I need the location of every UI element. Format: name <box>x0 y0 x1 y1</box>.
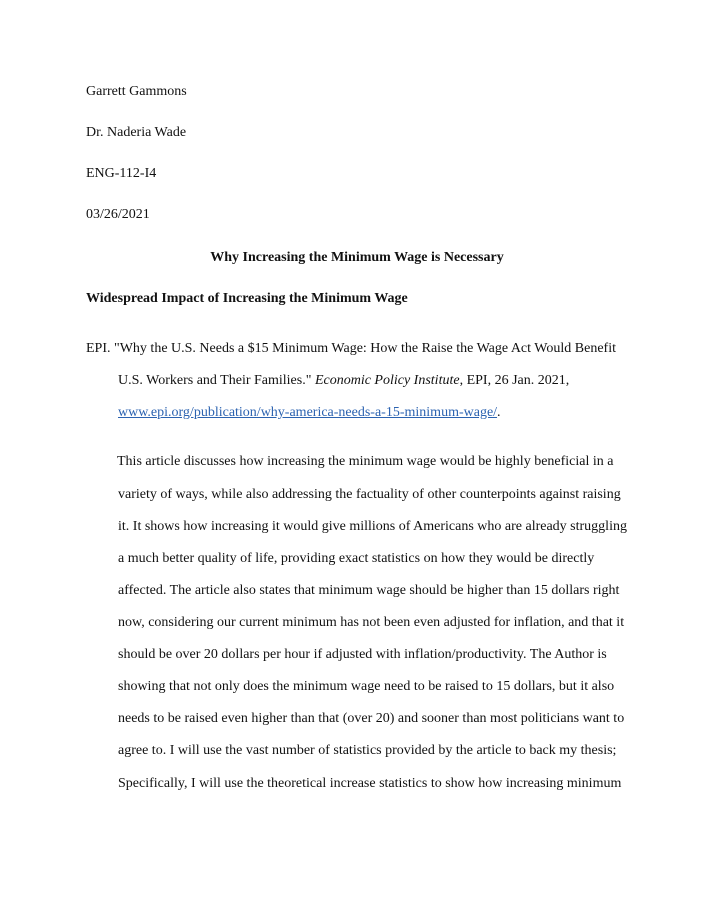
citation-line-2 <box>118 372 569 390</box>
annotation-line: showing that not only does the minimum wage need to be raised to 15 dollars, but it also <box>118 679 615 694</box>
citation-line-1: EPI. "Why the U.S. Needs a $15 Minimum Wage: How the Raise the Wage Act Would Benefit <box>86 341 616 356</box>
citation-url-period: . <box>497 405 501 420</box>
paper-title: Why Increasing the Minimum Wage is Necessary <box>210 250 504 265</box>
annotation-line: it. It shows how increasing it would give millions of Americans who are already struggling <box>118 519 627 534</box>
annotation-line: should be over 20 dollars per hour if adjusted with inflation/productivity. The Author is <box>118 647 607 662</box>
annotation-line: Specifically, I will use the theoretical increase statistics to show how increasing minimum <box>118 776 622 791</box>
annotation-line: This article discusses how increasing the minimum wage would be highly beneficial in a <box>117 454 614 469</box>
citation-url-link[interactable]: www.epi.org/publication/why-america-needs-a-15-minimum-wage/ <box>118 405 498 420</box>
annotation-line: agree to. I will use the vast number of statistics provided by the article to back my thesis; <box>118 743 617 758</box>
annotation-line: a much better quality of life, providing exact statistics on how they would be directly <box>118 551 595 566</box>
annotation-line: affected. The article also states that minimum wage should be higher than 15 dollars right <box>118 583 620 598</box>
annotation-line: needs to be raised even higher than that (over 20) and sooner than most politicians want to <box>118 711 625 726</box>
annotation-line: variety of ways, while also addressing the factuality of other counterpoints against raising <box>118 487 621 502</box>
section-heading: Widespread Impact of Increasing the Minimum Wage <box>86 291 408 306</box>
citation-text: U.S. Workers and Their Families." <box>118 373 315 388</box>
citation-line-3 <box>118 404 501 422</box>
citation-source-title: Economic Policy Institute <box>314 373 460 388</box>
date: 03/26/2021 <box>86 207 150 222</box>
citation-date: , EPI, 26 Jan. 2021, <box>459 373 570 388</box>
annotation-line: now, considering our current minimum has not been even adjusted for inflation, and that it <box>118 615 625 630</box>
author-name: Garrett Gammons <box>86 84 187 99</box>
instructor-name: Dr. Naderia Wade <box>86 125 187 140</box>
course-code: ENG-112-I4 <box>86 166 157 181</box>
